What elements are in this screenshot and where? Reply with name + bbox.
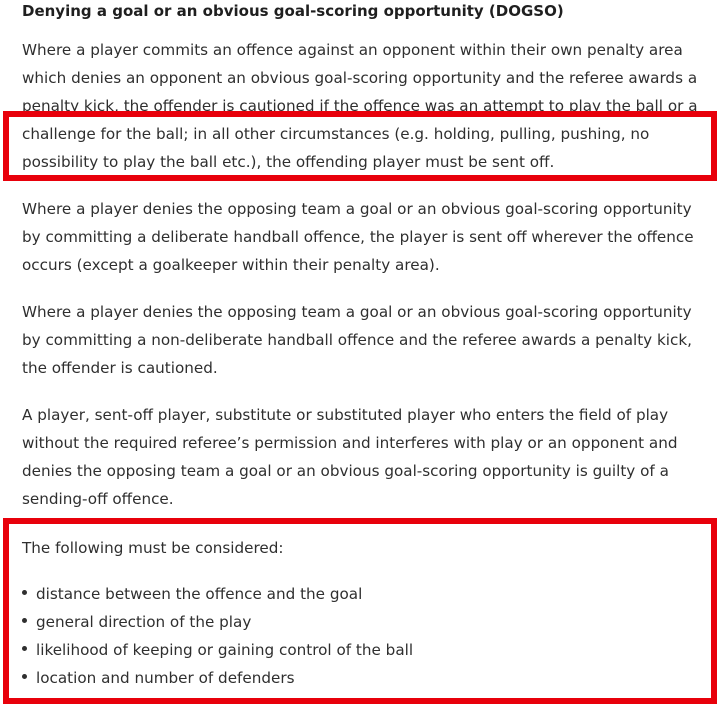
text-line: possibility to play the ball etc.), the offending player must be sent off. xyxy=(22,153,555,171)
paragraph-penalty-area-offence xyxy=(22,36,714,176)
text-line: sending-off offence. xyxy=(22,490,174,508)
text-line: penalty kick, the offender is cautioned if the offence was an attempt to play the ball or a xyxy=(22,97,698,115)
paragraph-non-deliberate-handball xyxy=(22,298,714,382)
list-item-text: general direction of the play xyxy=(36,613,252,631)
paragraph-deliberate-handball xyxy=(22,195,714,279)
text-line: without the required referee’s permission and interferes with play or an opponent and xyxy=(22,434,678,452)
bullet-icon xyxy=(22,590,27,595)
section-heading: Denying a goal or an obvious goal-scoring opportunity (DOGSO) xyxy=(22,2,564,20)
text-line: by committing a non-deliberate handball offence and the referee awards a penalty kick, xyxy=(22,331,692,349)
paragraph-unauthorised-entry xyxy=(22,401,714,513)
text-line: by committing a deliberate handball offence, the player is sent off wherever the offence xyxy=(22,228,694,246)
text-line: occurs (except a goalkeeper within their penalty area). xyxy=(22,256,440,274)
list-item xyxy=(22,608,413,636)
list-item-text: likelihood of keeping or gaining control of the ball xyxy=(36,641,414,659)
text-line: denies the opposing team a goal or an obvious goal-scoring opportunity is guilty of a xyxy=(22,462,669,480)
bullet-icon xyxy=(22,646,27,651)
list-item-text: distance between the offence and the goal xyxy=(36,585,363,603)
text-line: Where a player denies the opposing team a goal or an obvious goal-scoring opportunity xyxy=(22,200,692,218)
text-line: Where a player commits an offence against an opponent within their own penalty area xyxy=(22,41,683,59)
considerations-intro: The following must be considered: xyxy=(22,539,284,557)
list-item-text: location and number of defenders xyxy=(36,669,295,687)
text-line: challenge for the ball; in all other circumstances (e.g. holding, pulling, pushing, no xyxy=(22,125,650,143)
bullet-icon xyxy=(22,618,27,623)
list-item xyxy=(22,664,413,692)
text-line: Where a player denies the opposing team a goal or an obvious goal-scoring opportunity xyxy=(22,303,692,321)
text-line: the offender is cautioned. xyxy=(22,359,218,377)
bullet-icon xyxy=(22,674,27,679)
text-line: A player, sent-off player, substitute or substituted player who enters the field of play xyxy=(22,406,669,424)
considerations-list xyxy=(22,580,413,692)
list-item xyxy=(22,636,413,664)
list-item xyxy=(22,580,413,608)
text-line: which denies an opponent an obvious goal-scoring opportunity and the referee awards a xyxy=(22,69,698,87)
